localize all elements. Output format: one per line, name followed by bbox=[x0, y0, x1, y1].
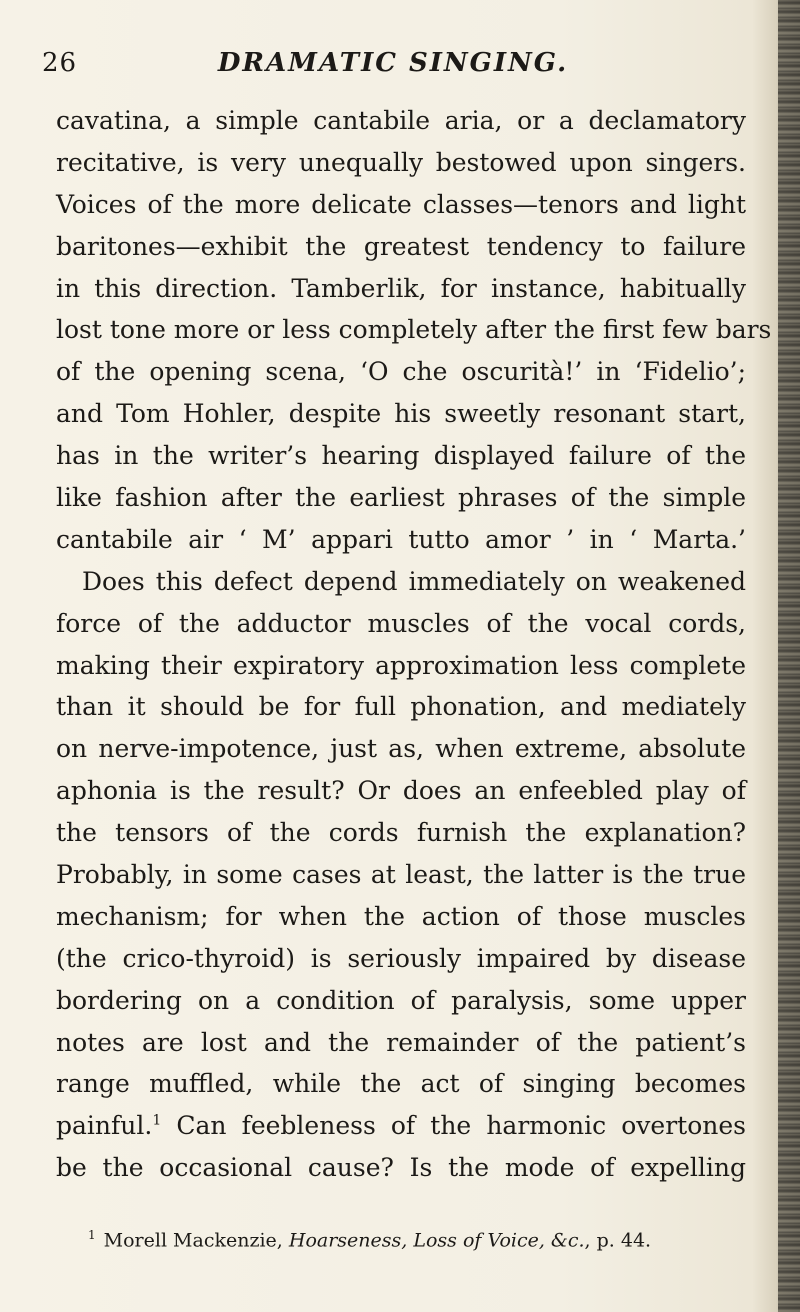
text-line: be the occasional cause? Is the mode of expelling bbox=[56, 1153, 746, 1183]
text-line: has in the writer’s hearing displayed failure of the bbox=[56, 441, 746, 471]
text-line-paragraph-start: Does this defect depend immediately on weakened bbox=[82, 566, 746, 596]
footnote-title: Hoarseness, Loss of Voice, &c. bbox=[288, 1229, 585, 1252]
text-line: range muffled, while the act of singing becomes bbox=[56, 1069, 746, 1099]
text-line: recitative, is very unequally bestowed upon singers. bbox=[56, 147, 746, 177]
footnote bbox=[88, 1222, 728, 1253]
text-line: mechanism; for when the action of those muscles bbox=[56, 901, 746, 931]
text-line: making their expiratory approximation less complete bbox=[56, 650, 746, 680]
text-line: force of the adductor muscles of the vocal cords, bbox=[56, 608, 746, 638]
text-line: notes are lost and the remainder of the patient’s bbox=[56, 1027, 746, 1057]
text-line: in this direction. Tamberlik, for instance, habitually bbox=[56, 273, 746, 303]
running-title: DRAMATIC SINGING. bbox=[217, 48, 569, 78]
footnote-number: 1 bbox=[88, 1228, 96, 1242]
text-line: aphonia is the result? Or does an enfeebled play of bbox=[56, 776, 746, 806]
page-number: 26 bbox=[42, 48, 78, 78]
text-line: cantabile air ‘ M’ appari tutto amor ’ in ‘ Marta.’ bbox=[56, 524, 746, 554]
text-line: on nerve-impotence, just as, when extreme, absolute bbox=[56, 734, 746, 764]
text-line: Voices of the more delicate classes—tenors and light bbox=[56, 189, 746, 219]
text-line: like fashion after the earliest phrases of the simple bbox=[56, 483, 746, 513]
text-fragment: Can feebleness of the harmonic overtones bbox=[161, 1111, 746, 1141]
footnote-author: Morell Mackenzie, bbox=[103, 1229, 283, 1252]
text-line: of the opening scena, ‘O che oscurità!’ in ‘Fidelio’; bbox=[56, 357, 746, 387]
text-line: lost tone more or less completely after the first few bars bbox=[56, 315, 772, 345]
text-line-with-footnote bbox=[56, 1105, 746, 1147]
page-edge-shadow bbox=[778, 0, 800, 1312]
body-text bbox=[56, 100, 772, 1189]
text-line: cavatina, a simple cantabile aria, or a declamatory bbox=[56, 106, 746, 135]
text-line: baritones—exhibit the greatest tendency to failure bbox=[56, 231, 746, 261]
text-line: (the crico-thyroid) is seriously impaired by disease bbox=[56, 943, 746, 973]
footnote-page-ref: , p. 44. bbox=[584, 1229, 652, 1252]
text-fragment: painful. bbox=[56, 1111, 153, 1141]
text-line: the tensors of the cords furnish the explanation? bbox=[56, 818, 746, 848]
page-header bbox=[40, 44, 746, 84]
text-line: and Tom Hohler, despite his sweetly resonant start, bbox=[56, 399, 746, 429]
text-line: bordering on a condition of paralysis, some upper bbox=[56, 985, 746, 1015]
text-line: Probably, in some cases at least, the latter is the true bbox=[56, 860, 746, 890]
footnote-reference: 1 bbox=[152, 1113, 162, 1130]
text-line: than it should be for full phonation, and mediately bbox=[56, 692, 746, 722]
